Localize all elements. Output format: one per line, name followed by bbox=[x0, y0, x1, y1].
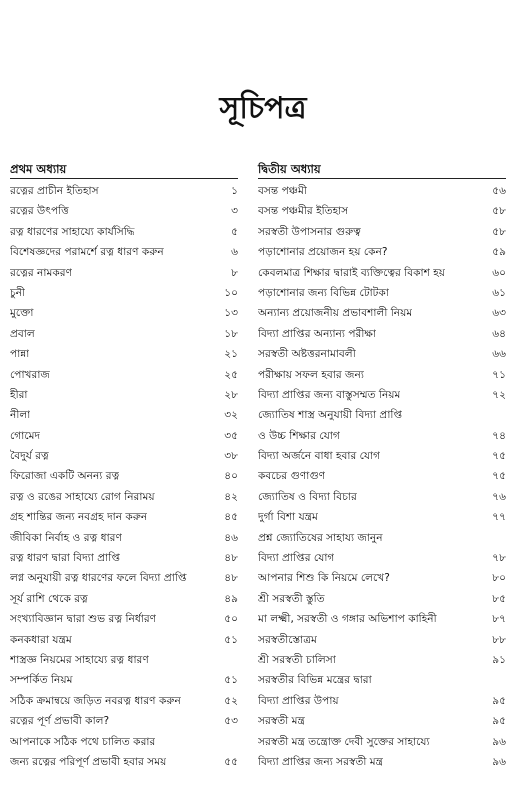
toc-entry-title: রত্নের নামকরণ bbox=[10, 266, 72, 279]
toc-entry-title: কেবলমাত্র শিক্ষার দ্বারাই ব্যক্তিত্বের বিকাশ হয় bbox=[258, 266, 446, 279]
toc-entry bbox=[258, 426, 506, 446]
toc-entry bbox=[258, 405, 506, 425]
toc-entry-page: ৫০ bbox=[224, 613, 238, 626]
chapter-two-list bbox=[258, 181, 506, 772]
toc-entry bbox=[10, 691, 238, 711]
toc-entry-page: ৫৩ bbox=[224, 715, 238, 728]
toc-entry bbox=[258, 507, 506, 527]
toc-entry bbox=[10, 365, 238, 385]
toc-entry bbox=[10, 263, 238, 283]
toc-entry bbox=[10, 487, 238, 507]
toc-entry-title: পড়াশোনার প্রয়োজন হয় কেন? bbox=[258, 246, 388, 259]
toc-entry-page: ৬৪ bbox=[492, 327, 506, 340]
toc-entry-title: গ্রহ শান্তির জন্য নবগ্রহ দান করুন bbox=[10, 511, 148, 524]
toc-entry-page: ৪৮ bbox=[224, 552, 238, 565]
toc-entry-title: আপনার শিশু কি নিয়মে লেখে? bbox=[258, 572, 390, 585]
toc-entry-page: ৮৫ bbox=[492, 592, 506, 605]
toc-entry-title: সরস্বতীর বিভিন্ন মন্ত্রের দ্বারা bbox=[258, 674, 372, 687]
toc-entry-page: ৫৮ bbox=[492, 225, 506, 238]
toc-entry bbox=[258, 589, 506, 609]
toc-entry-page: ৭১ bbox=[492, 368, 506, 381]
toc-entry-page: ৫১ bbox=[224, 633, 238, 646]
toc-entry-title: সঠিক ক্রমান্বয়ে জড়িত নবরত্ন ধারণ করুন bbox=[10, 694, 181, 707]
toc-entry bbox=[258, 548, 506, 568]
toc-entry-page: ৫৬ bbox=[492, 185, 506, 197]
toc-entry-title: চুনী bbox=[10, 286, 26, 299]
toc-entry-title: মা লক্ষ্মী, সরস্বতী ও গঙ্গার অভিশাপ কাহিনী bbox=[258, 613, 437, 626]
toc-entry-page: ৬ bbox=[231, 246, 238, 259]
page-title: সূচিপত্র bbox=[219, 91, 307, 126]
toc-entry-title: রত্নের প্রাচীন ইতিহাস bbox=[10, 185, 99, 197]
toc-entry-page: ১৩ bbox=[224, 307, 238, 320]
toc-entry-page: ৬০ bbox=[492, 266, 506, 279]
toc-entry-title: পান্না bbox=[10, 348, 30, 361]
toc-entry bbox=[10, 568, 238, 588]
toc-entry-title: কবচের গুণাগুণ bbox=[258, 470, 326, 483]
toc-entry-title: জ্যোতিষ ও বিদ্যা বিচার bbox=[258, 490, 357, 503]
toc-entry-page: ১০ bbox=[224, 286, 238, 299]
toc-entry bbox=[10, 507, 238, 527]
toc-entry bbox=[10, 446, 238, 466]
toc-entry-page: ৮ bbox=[231, 266, 238, 279]
toc-entry-page: ৮৭ bbox=[492, 613, 506, 626]
toc-entry-title: বিদ্যা প্রাপ্তির জন্য বাস্তুসম্মত নিয়ম bbox=[258, 388, 401, 401]
toc-entry-title: নীলা bbox=[10, 409, 31, 422]
toc-entry-page: ৮৮ bbox=[492, 633, 506, 646]
toc-entry-title: সরস্বতী মন্ত্র তন্ত্রোক্ত দেবী সুক্তের সাহায্যে bbox=[258, 735, 430, 748]
toc-entry-title: অন্যান্য প্রয়োজনীয় প্রভাবশালী নিয়ম bbox=[258, 307, 413, 320]
toc-entry-title: রত্নের পূর্ণ প্রভাবী কাল? bbox=[10, 715, 110, 728]
toc-entry-title: রত্ন ধারণের সাহায্যে কার্যসিদ্ধি bbox=[10, 225, 135, 238]
toc-entry bbox=[10, 303, 238, 323]
toc-entry-page: ৪৯ bbox=[224, 592, 238, 605]
chapter-two-heading: দ্বিতীয় অধ্যায় bbox=[258, 161, 506, 179]
toc-entry bbox=[10, 732, 238, 752]
chapter-two-column bbox=[258, 161, 506, 772]
toc-entry-title: জ্যোতিষ শাস্ত্র অনুযায়ী বিদ্যা প্রাপ্তি bbox=[258, 409, 403, 422]
toc-entry-title: দুর্গা বিশা যন্ত্রম bbox=[258, 511, 318, 524]
toc-entry-page: ৩ bbox=[231, 205, 238, 218]
toc-entry bbox=[258, 303, 506, 323]
toc-entry-title: বিদ্যা অর্জনে বাধা হবার যোগ bbox=[258, 450, 381, 463]
toc-entry-title: পোখরাজ bbox=[10, 368, 50, 381]
toc-entry bbox=[258, 263, 506, 283]
toc-entry bbox=[258, 528, 506, 548]
toc-entry-page: ৭৭ bbox=[492, 511, 506, 524]
toc-entry bbox=[10, 181, 238, 201]
toc-entry bbox=[10, 201, 238, 221]
toc-entry bbox=[10, 242, 238, 262]
toc-entry-page: ৯৬ bbox=[492, 755, 506, 768]
toc-entry-title: সূর্য রাশি থেকে রত্ন bbox=[10, 592, 88, 605]
toc-entry bbox=[258, 283, 506, 303]
toc-entry-page: ৩৫ bbox=[224, 429, 238, 442]
toc-entry-title: বসন্ত পঞ্চমীর ইতিহাস bbox=[258, 205, 349, 218]
toc-entry-title: শ্রী সরস্বতী চালিসা bbox=[258, 653, 336, 666]
toc-entry-title: ও উচ্চ শিক্ষার যোগ bbox=[258, 429, 340, 442]
toc-entry bbox=[258, 752, 506, 772]
toc-entry-page: ৯৫ bbox=[492, 715, 506, 728]
toc-entry bbox=[258, 324, 506, 344]
chapter-one-column bbox=[10, 161, 238, 772]
toc-entry bbox=[258, 222, 506, 242]
toc-entry bbox=[10, 548, 238, 568]
toc-entry-page: ৩৮ bbox=[224, 450, 238, 463]
toc-entry-page: ৯৬ bbox=[492, 735, 506, 748]
toc-entry-title: রত্ন ও রঙের সাহায্যে রোগ নিরাময় bbox=[10, 490, 155, 503]
toc-entry bbox=[10, 344, 238, 364]
toc-entry-page: ২৮ bbox=[224, 388, 238, 401]
toc-entry bbox=[10, 324, 238, 344]
toc-entry bbox=[258, 466, 506, 486]
toc-entry-page: ১৮ bbox=[224, 327, 238, 340]
toc-entry bbox=[258, 487, 506, 507]
toc-entry bbox=[10, 670, 238, 690]
toc-entry-page: ৪৬ bbox=[224, 531, 238, 544]
toc-entry-title: হীরা bbox=[10, 388, 28, 401]
toc-entry-title: মুক্তো bbox=[10, 307, 34, 320]
toc-entry-title: বিদ্যা প্রাপ্তির অন্যান্য পরীক্ষা bbox=[258, 327, 377, 340]
toc-entry-page: ৪০ bbox=[224, 470, 238, 483]
toc-entry bbox=[10, 589, 238, 609]
toc-entry-title: সরস্বতী উপাসনার গুরুত্ব bbox=[258, 225, 361, 238]
toc-entry-page: ৯৫ bbox=[492, 694, 506, 707]
toc-entry-page: ৮০ bbox=[492, 572, 506, 585]
toc-entry bbox=[258, 732, 506, 752]
toc-entry bbox=[10, 426, 238, 446]
toc-entry-title: শাস্ত্রজ্ঞ নিয়মের সাহায্যে রত্ন ধারণ bbox=[10, 653, 149, 666]
toc-entry-page: ২১ bbox=[224, 348, 238, 361]
toc-entry-title: জন্য রত্নের পরিপূর্ণ প্রভাবী হবার সময় bbox=[10, 755, 167, 768]
toc-entry bbox=[258, 344, 506, 364]
toc-entry-page: ৭৫ bbox=[492, 450, 506, 463]
chapter-one-heading: প্রথম অধ্যায় bbox=[10, 161, 238, 179]
toc-entry bbox=[10, 528, 238, 548]
toc-entry bbox=[258, 446, 506, 466]
toc-entry bbox=[258, 650, 506, 670]
toc-entry-title: বিশেষজ্ঞদের পরামর্শে রত্ন ধারণ করুন bbox=[10, 246, 164, 259]
toc-entry-page: ৫২ bbox=[224, 694, 238, 707]
toc-entry bbox=[258, 385, 506, 405]
toc-entry-page: ৯১ bbox=[492, 653, 506, 666]
toc-entry-page: ৫৮ bbox=[492, 205, 506, 218]
toc-entry bbox=[10, 609, 238, 629]
toc-entry bbox=[258, 181, 506, 201]
toc-entry-title: সংখ্যাবিজ্ঞান দ্বারা শুভ রত্ন নির্ধারণ bbox=[10, 613, 157, 626]
toc-entry-title: গোমেদ bbox=[10, 429, 41, 442]
toc-entry bbox=[10, 283, 238, 303]
toc-entry bbox=[258, 711, 506, 731]
toc-entry-title: সরস্বতী মন্ত্র bbox=[258, 715, 305, 728]
toc-entry-title: রত্ন ধারণ দ্বারা বিদ্যা প্রাপ্তি bbox=[10, 552, 120, 565]
toc-entry-title: বসন্ত পঞ্চমী bbox=[258, 185, 307, 197]
toc-entry-title: আপনাকে সঠিক পথে চালিত করার bbox=[10, 735, 156, 748]
toc-entry-title: লগ্ন অনুযায়ী রত্ন ধারণের ফলে বিদ্যা প্রাপ্তি bbox=[10, 572, 187, 585]
toc-entry bbox=[258, 201, 506, 221]
toc-entry-page: ৬৩ bbox=[492, 307, 506, 320]
toc-entry bbox=[10, 752, 238, 772]
toc-entry-page: ৫৫ bbox=[224, 755, 238, 768]
toc-entry-title: প্রশ্ন জ্যোতিষের সাহায্য জানুন bbox=[258, 531, 383, 544]
toc-entry-page: ১ bbox=[231, 185, 238, 197]
toc-entry bbox=[10, 385, 238, 405]
toc-entry-page: ৪৮ bbox=[224, 572, 238, 585]
toc-entry bbox=[258, 568, 506, 588]
toc-entry-page: ৬৬ bbox=[492, 348, 506, 361]
toc-entry-title: বিদ্যা প্রাপ্তির জন্য সরস্বতী মন্ত্র bbox=[258, 755, 384, 768]
toc-entry-title: প্রবাল bbox=[10, 327, 35, 340]
toc-entry-title: বৈদুর্য রত্ন bbox=[10, 450, 49, 463]
toc-entry bbox=[258, 365, 506, 385]
toc-entry-page: ৭৬ bbox=[492, 490, 506, 503]
toc-entry-page: ৫১ bbox=[224, 674, 238, 687]
toc-entry-page: ৪২ bbox=[224, 490, 238, 503]
toc-entry-title: শ্রী সরস্বতী স্তুতি bbox=[258, 592, 325, 605]
toc-entry-title: কনকধারা যন্ত্রম bbox=[10, 633, 72, 646]
toc-entry bbox=[258, 670, 506, 690]
toc-entry-title: বিদ্যা প্রাপ্তির যোগ bbox=[258, 552, 335, 565]
toc-entry bbox=[10, 711, 238, 731]
toc-entry bbox=[10, 466, 238, 486]
toc-entry-title: সরস্বতীস্তোত্রম bbox=[258, 633, 317, 646]
toc-entry-title: রত্নের উৎপত্তি bbox=[10, 205, 69, 218]
toc-entry-page: ৭৪ bbox=[492, 429, 506, 442]
toc-entry bbox=[258, 609, 506, 629]
toc-entry bbox=[10, 405, 238, 425]
toc-entry bbox=[258, 242, 506, 262]
toc-entry-title: ফিরোজা একটি অনন্য রত্ন bbox=[10, 470, 120, 483]
toc-entry bbox=[258, 691, 506, 711]
toc-entry-page: ৭২ bbox=[492, 388, 506, 401]
toc-entry-page: ২৫ bbox=[224, 368, 238, 381]
toc-entry-page: ৭৮ bbox=[492, 552, 506, 565]
toc-entry-title: পরীক্ষায় সফল হবার জন্য bbox=[258, 368, 364, 381]
toc-entry-title: সম্পর্কিত নিয়ম bbox=[10, 674, 73, 687]
toc-entry bbox=[10, 630, 238, 650]
toc-entry bbox=[10, 650, 238, 670]
toc-entry-title: পড়াশোনার জন্য বিভিন্ন টোটকা bbox=[258, 286, 389, 299]
toc-entry bbox=[258, 630, 506, 650]
toc-entry bbox=[10, 222, 238, 242]
chapter-one-list bbox=[10, 181, 238, 772]
toc-entry-page: ৫ bbox=[231, 225, 238, 238]
toc-entry-page: ৩২ bbox=[224, 409, 238, 422]
toc-entry-page: ৫৯ bbox=[492, 246, 506, 259]
toc-entry-title: বিদ্যা প্রাপ্তির উপায় bbox=[258, 694, 339, 707]
toc-entry-title: জীবিকা নির্বাহ ও রত্ন ধারণ bbox=[10, 531, 122, 544]
toc-entry-page: ৪৫ bbox=[224, 511, 238, 524]
toc-entry-title: সরস্বতী অষ্টত্তরনামাবলী bbox=[258, 348, 356, 361]
toc-entry-page: ৭৫ bbox=[492, 470, 506, 483]
toc-entry-page: ৬১ bbox=[492, 286, 506, 299]
